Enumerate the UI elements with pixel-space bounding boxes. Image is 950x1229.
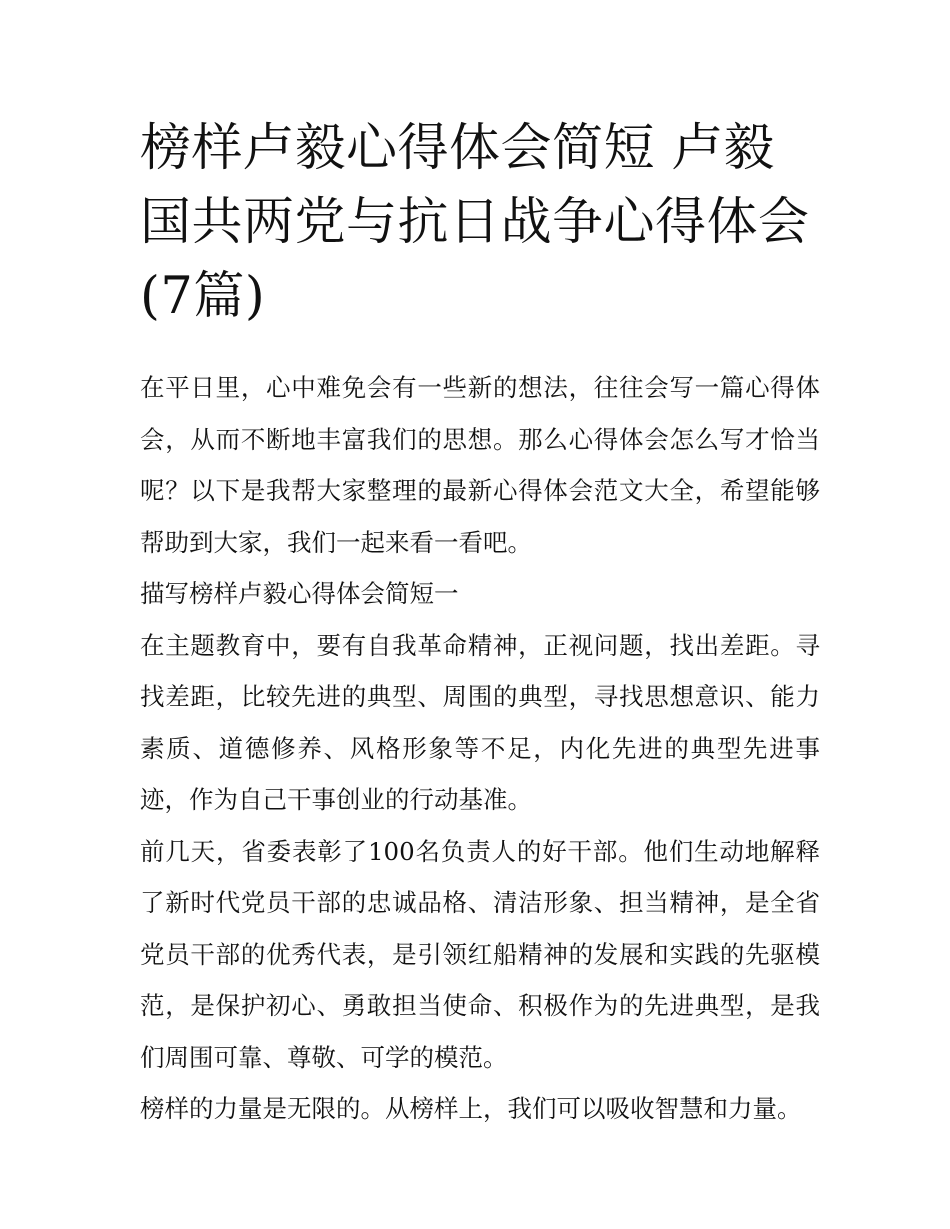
body-paragraph: 在主题教育中，要有自我革命精神，正视问题，找出差距。寻找差距，比较先进的典型、周围的典型，寻找思想意识、能力素质、道德修养、风格形象等不足，内化先进的典型先进事迹，作为自己干事创业的行动基准。 [140,630,820,814]
section-heading: 描写榜样卢毅心得体会简短一 [140,579,459,608]
document-page [140,112,820,1135]
intro-paragraph: 在平日里，心中难免会有一些新的想法，往往会写一篇心得体会，从而不断地丰富我们的思想。那么心得体会怎么写才恰当呢？以下是我帮大家整理的最新心得体会范文大全，希望能够帮助到大家，我们一起来看一看吧。 [140,373,820,557]
document-title: 榜样卢毅心得体会简短 卢毅国共两党与抗日战争心得体会(7篇) [140,119,810,326]
body-paragraph: 前几天，省委表彰了100名负责人的好干部。他们生动地解释了新时代党员干部的忠诚品格、清洁形象、担当精神，是全省党员干部的优秀代表，是引领红船精神的发展和实践的先驱模范，是保护初心、勇敢担当使命、积极作为的先进典型，是我们周围可靠、尊敬、可学的模范。 [140,836,820,1072]
document-body [140,362,820,1135]
body-paragraph: 榜样的力量是无限的。从榜样上，我们可以吸收智慧和力量。 [140,1094,802,1123]
